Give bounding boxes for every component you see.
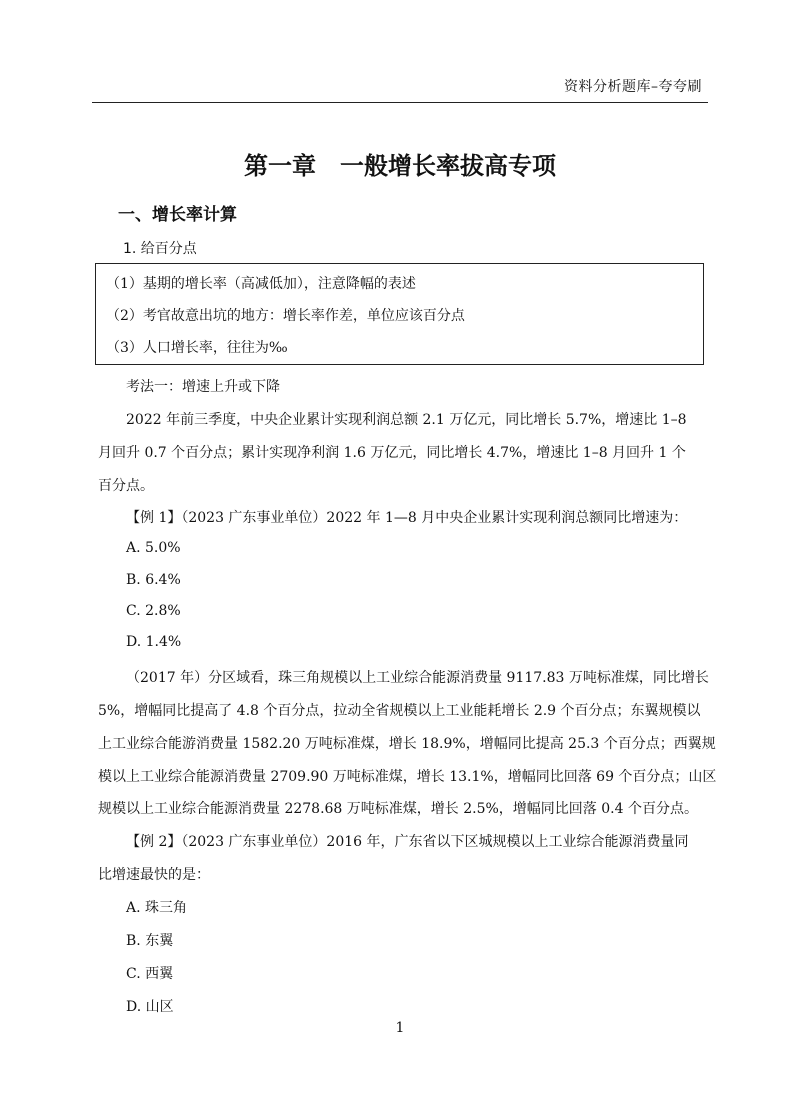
example-question: 【例 2】（2023 广东事业单位）2016 年，广东省以下区城规模以上工业综合能源消费量同 — [126, 834, 689, 850]
option-b: B. 东翼 — [126, 933, 174, 949]
note-line: （3）人口增长率，往往为‰ — [106, 340, 288, 356]
notes-box — [95, 263, 704, 365]
note-line: （2）考官故意出坑的地方：增长率作差，单位应该百分点 — [106, 308, 465, 324]
option-d: D. 山区 — [126, 999, 174, 1015]
passage-line: 模以上工业综合能源消费量 2709.90 万吨标准煤，增长 13.1%，增幅同比回落 69 个百分点；山区 — [98, 769, 717, 785]
header-text: 资料分析题库–夸夸刷 — [564, 79, 702, 95]
option-a: A. 5.0% — [126, 540, 181, 556]
option-c: C. 西翼 — [126, 966, 174, 982]
example-question: 【例 1】（2023 广东事业单位）2022 年 1—8 月中央企业累计实现利润总额同比增速为： — [126, 510, 688, 526]
passage-line: 百分点。 — [98, 478, 154, 494]
subsection-heading: 1. 给百分点 — [123, 241, 197, 257]
section-heading: 一、增长率计算 — [118, 205, 237, 225]
page-number: 1 — [395, 1020, 405, 1036]
passage-line: （2017 年）分区域看，珠三角规模以上工业综合能源消费量 9117.83 万吨标准煤，同比增长 — [126, 670, 709, 686]
passage-line: 规模以上工业综合能源消费量 2278.68 万吨标准煤，增长 2.5%，增幅同比回落 0.4 个百分点。 — [98, 801, 698, 817]
example-question: 比增速最快的是： — [98, 867, 210, 883]
passage-line: 月回升 0.7 个百分点；累计实现净利润 1.6 万亿元，同比增长 4.7%，增速比 1–8 月回升 1 个 — [98, 445, 686, 461]
method-title: 考法一：增速上升或下降 — [126, 379, 280, 395]
chapter-title: 第一章 一般增长率拔高专项 — [244, 152, 556, 180]
option-a: A. 珠三角 — [126, 900, 188, 916]
option-c: C. 2.8% — [126, 603, 181, 619]
passage-line: 2022 年前三季度，中央企业累计实现利润总额 2.1 万亿元，同比增长 5.7%，增速比 1–8 — [126, 412, 687, 428]
option-b: B. 6.4% — [126, 572, 181, 588]
header-divider — [92, 102, 708, 103]
note-line: （1）基期的增长率（高减低加），注意降幅的表述 — [106, 276, 416, 292]
option-d: D. 1.4% — [126, 634, 182, 650]
passage-line: 5%，增幅同比提高了 4.8 个百分点，拉动全省规模以上工业能耗增长 2.9 个百分点；东翼规模以 — [98, 703, 701, 719]
passage-line: 上工业综合能游消费量 1582.20 万吨标准煤，增长 18.9%，增幅同比提高 25.3 个百分点；西翼规 — [98, 736, 716, 752]
